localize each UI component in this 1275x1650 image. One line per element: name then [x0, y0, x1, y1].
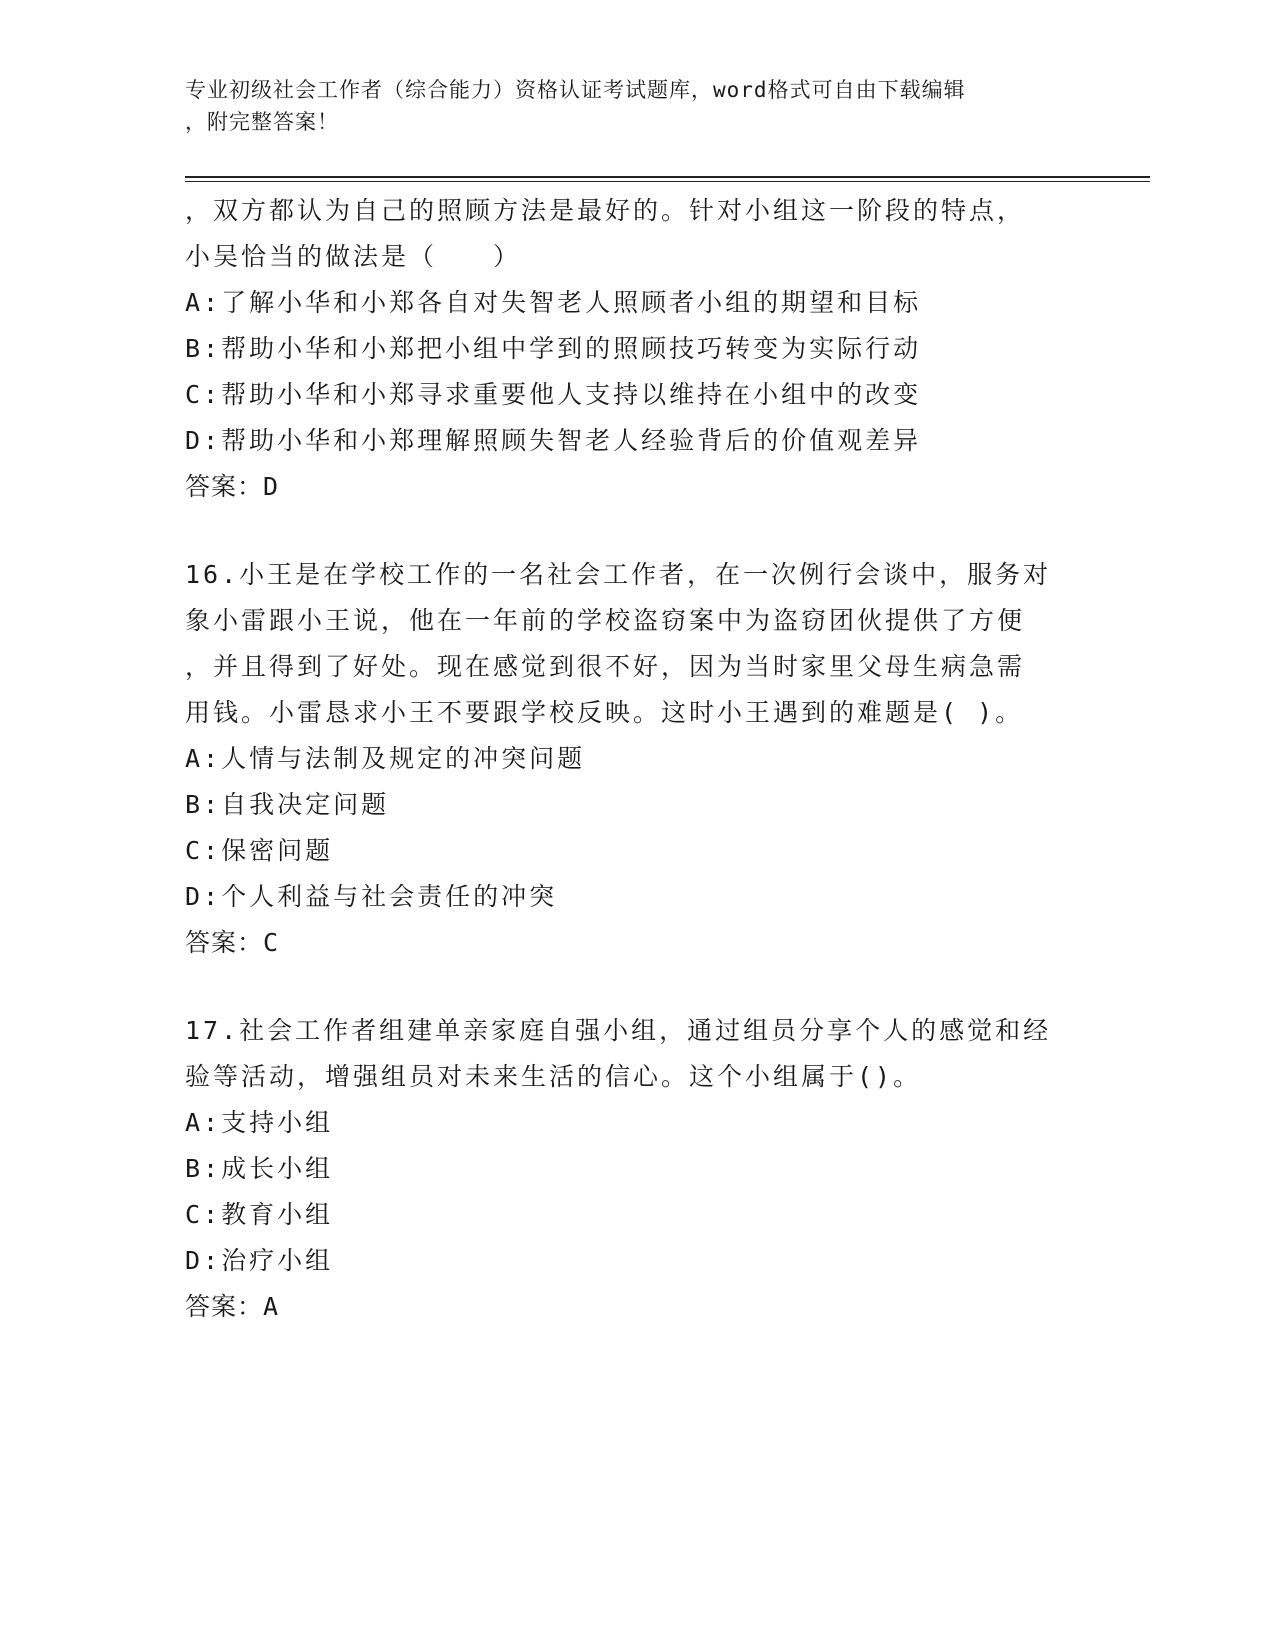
- option-d: D:帮助小华和小郑理解照顾失智老人经验背后的价值观差异: [185, 426, 922, 455]
- option-a: A:了解小华和小郑各自对失智老人照顾者小组的期望和目标: [185, 288, 922, 317]
- header-divider-thin: [185, 181, 1150, 182]
- document-header: [185, 74, 1085, 138]
- option-d: D:治疗小组: [185, 1246, 334, 1275]
- question-stem-line: ，双方都认为自己的照顾方法是最好的。针对小组这一阶段的特点，: [185, 196, 1026, 225]
- question-stem-line: 17.社会工作者组建单亲家庭自强小组，通过组员分享个人的感觉和经: [185, 1016, 1052, 1045]
- option-a: A:人情与法制及规定的冲突问题: [185, 744, 586, 773]
- question-stem-line: 象小雷跟小王说，他在一年前的学校盗窃案中为盗窃团伙提供了方便: [185, 606, 1026, 635]
- option-b: B:帮助小华和小郑把小组中学到的照顾技巧转变为实际行动: [185, 334, 922, 363]
- option-c: C:保密问题: [185, 836, 334, 865]
- answer-line: 答案：D: [185, 472, 280, 501]
- question-stem-line: 小吴恰当的做法是（ ）: [185, 242, 522, 271]
- header-divider-thick: [185, 176, 1150, 178]
- spacer: [185, 510, 1085, 552]
- option-a: A:支持小组: [185, 1108, 334, 1137]
- option-d: D:个人利益与社会责任的冲突: [185, 882, 558, 911]
- question-17: [185, 1008, 1085, 1330]
- question-stem-line: 验等活动，增强组员对未来生活的信心。这个小组属于()。: [185, 1062, 922, 1091]
- question-stem-line: 16.小王是在学校工作的一名社会工作者，在一次例行会谈中，服务对: [185, 560, 1052, 589]
- answer-line: 答案：C: [185, 928, 280, 957]
- question-stem-line: ，并且得到了好处。现在感觉到很不好，因为当时家里父母生病急需: [185, 652, 1026, 681]
- question-16: [185, 552, 1085, 966]
- answer-line: 答案：A: [185, 1292, 280, 1321]
- option-c: C:教育小组: [185, 1200, 334, 1229]
- question-15: [185, 188, 1085, 510]
- header-line-2: ，附完整答案！: [185, 110, 339, 134]
- question-stem-line: 用钱。小雷恳求小王不要跟学校反映。这时小王遇到的难题是( )。: [185, 698, 1024, 727]
- document-body: [185, 188, 1085, 1330]
- header-line-1: 专业初级社会工作者（综合能力）资格认证考试题库，word格式可自由下载编辑: [185, 78, 966, 102]
- option-c: C:帮助小华和小郑寻求重要他人支持以维持在小组中的改变: [185, 380, 922, 409]
- spacer: [185, 966, 1085, 1008]
- option-b: B:成长小组: [185, 1154, 334, 1183]
- option-b: B:自我决定问题: [185, 790, 390, 819]
